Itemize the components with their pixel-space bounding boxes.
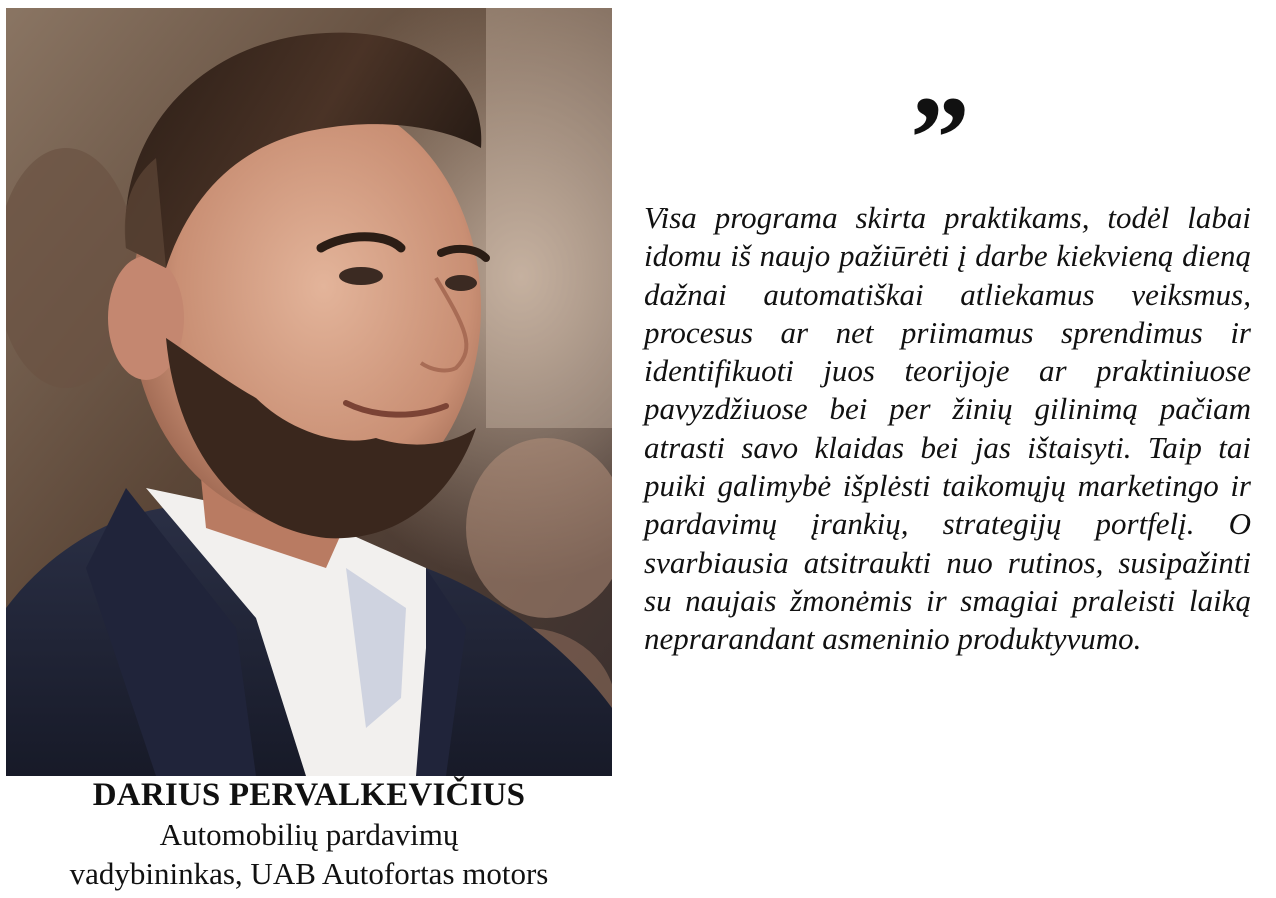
photo-caption [6, 776, 612, 893]
person-name: DARIUS PERVALKEVIČIUS [92, 777, 526, 813]
portrait-photo [6, 8, 612, 776]
testimonial-quote: Visa programa skirta praktikams, todėl labai idomu iš naujo pažiūrėti į darbe kiekvieną dieną dažnai automatiškai atliekamus veiksmus, procesus ar net priimamus sprendimus ir identifikuoti juos teorijoje ar praktiniuose pavyzdžiuose bei per žinių gilinimą pačiam atrasti savo klaidas bei jas ištaisyti. Taip tai puiki galimybė išplėsti taikomųjų marketingo ir pardavimų įrankių, strategijų portfelį. O svarbiausia atsitraukti nuo rutinos, susipažinti su naujais žmonėmis ir smagiai praleisti laiką neprarandant asmeninio produktyvumo. [644, 200, 1251, 657]
portrait-illustration [6, 8, 612, 776]
person-role-line1: Automobilių pardavimų [159, 817, 459, 852]
quote-mark-icon: ” [910, 71, 970, 204]
person-role-line2: vadybininkas, UAB Autofortas motors [69, 856, 549, 891]
